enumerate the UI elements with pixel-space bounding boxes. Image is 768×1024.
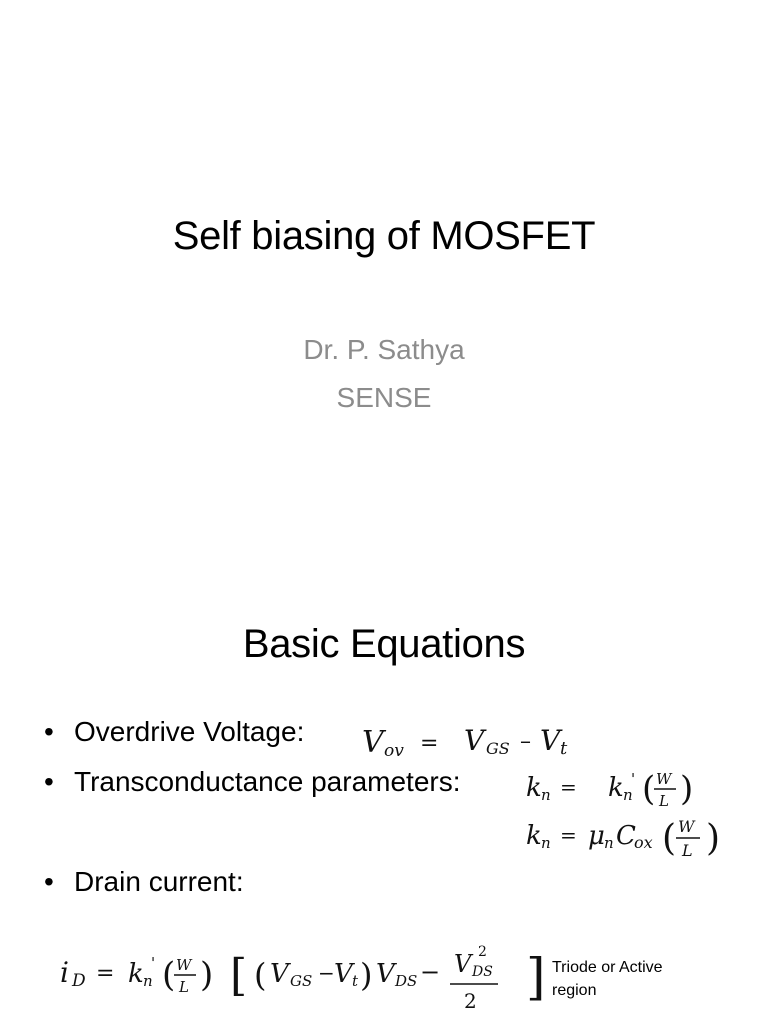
svg-text:2: 2 (478, 944, 487, 960)
svg-text:n: n (541, 834, 551, 852)
bullet-label: Overdrive Voltage: (74, 716, 305, 747)
svg-text:k: k (128, 959, 144, 989)
svg-text:n: n (623, 786, 633, 804)
svg-text:DS: DS (395, 972, 418, 990)
svg-text:C: C (616, 821, 636, 851)
svg-text:−: − (420, 958, 441, 986)
drain-current-equation (58, 938, 548, 1018)
svg-text:V: V (376, 959, 395, 989)
svg-text:W: W (678, 817, 695, 836)
bullet-marker: • (44, 866, 54, 897)
slide-title: Basic Equations (242, 622, 526, 666)
svg-text:L: L (179, 978, 189, 996)
svg-text:k: k (526, 821, 542, 851)
author-name: Dr. P. Sathya (303, 334, 465, 365)
svg-text:n: n (143, 972, 153, 990)
svg-text:i: i (60, 956, 69, 989)
svg-text:V: V (362, 725, 384, 760)
svg-text:': ' (631, 770, 636, 788)
svg-text:–: – (520, 729, 531, 754)
svg-text:[: [ (230, 950, 248, 1001)
svg-text:GS: GS (486, 739, 510, 758)
svg-text:=: = (560, 775, 577, 799)
kn-equation-2 (524, 812, 744, 864)
slide-title: Self biasing of MOSFET (172, 214, 596, 258)
svg-text:t: t (560, 738, 568, 759)
svg-text:): ) (200, 955, 214, 995)
svg-text:': ' (151, 954, 156, 972)
triode-region-note (552, 956, 663, 1002)
svg-text:−: − (318, 961, 335, 985)
svg-text:ov: ov (384, 741, 404, 761)
svg-text:(: ( (642, 769, 656, 809)
svg-text:V: V (540, 724, 561, 757)
note-line: Triode or Active (552, 959, 663, 976)
svg-text:V: V (454, 950, 472, 978)
svg-text:): ) (680, 769, 694, 809)
svg-text:D: D (72, 971, 86, 991)
department-name: SENSE (336, 382, 432, 413)
svg-text:=: = (420, 731, 439, 756)
svg-text:GS: GS (290, 972, 313, 990)
kn-equation-1 (524, 764, 734, 812)
equations-slide (0, 512, 768, 1024)
svg-text:n: n (541, 786, 551, 804)
svg-text:(: ( (162, 955, 176, 995)
svg-text:=: = (96, 961, 115, 986)
svg-text:t: t (352, 972, 359, 990)
note-line: region (552, 982, 597, 999)
bullet-marker: • (44, 716, 54, 747)
svg-text:V: V (464, 724, 485, 757)
svg-text:ox: ox (634, 833, 653, 852)
svg-text:=: = (560, 823, 577, 847)
svg-text:k: k (608, 773, 624, 803)
svg-text:W: W (656, 770, 672, 788)
svg-text:V: V (270, 959, 289, 989)
svg-text:): ) (360, 956, 373, 994)
svg-text:2: 2 (464, 989, 477, 1013)
svg-text:n: n (604, 834, 614, 852)
svg-text:]: ] (526, 948, 546, 1006)
svg-text:(: ( (662, 818, 677, 859)
bullet-drain-current (44, 866, 244, 898)
svg-text:): ) (706, 818, 721, 859)
svg-text:L: L (659, 792, 669, 810)
svg-text:L: L (682, 841, 693, 860)
svg-text:DS: DS (472, 964, 493, 980)
svg-text:W: W (176, 956, 192, 974)
bullet-overdrive (44, 716, 304, 748)
svg-text:k: k (526, 773, 542, 803)
bullet-marker: • (44, 766, 54, 797)
svg-text:μ: μ (588, 821, 605, 851)
bullet-label: Transconductance parameters: (74, 766, 461, 797)
svg-text:V: V (334, 959, 353, 989)
bullet-label: Drain current: (74, 866, 244, 897)
overdrive-equation (360, 718, 600, 762)
bullet-transconductance (44, 766, 461, 798)
svg-text:(: ( (254, 956, 267, 994)
